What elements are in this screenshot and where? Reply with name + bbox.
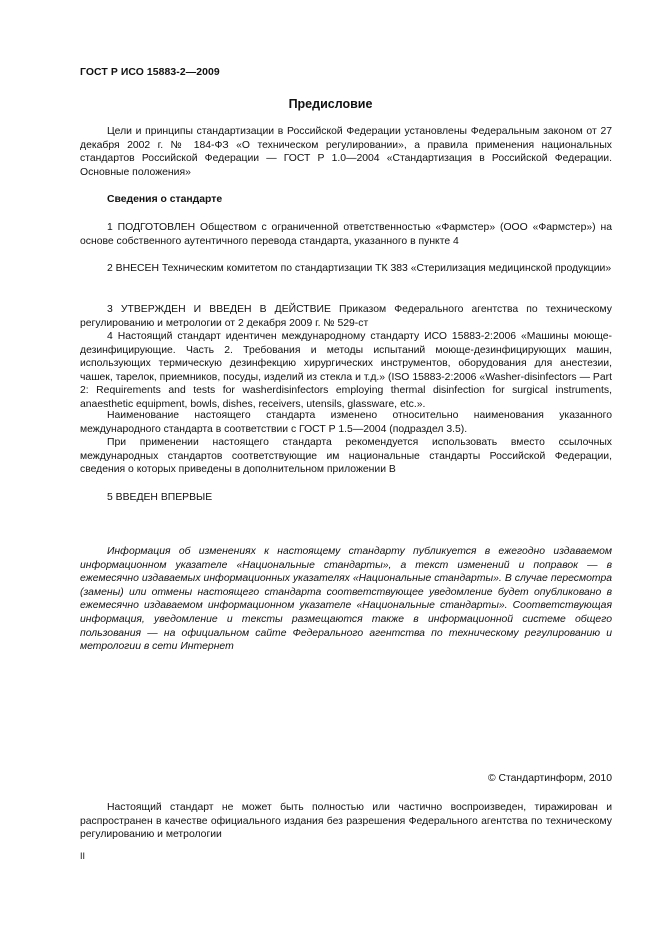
item-4-paragraph: 4 Настоящий стандарт идентичен международному стандарту ИСО 15883-2:2006 «Машины моюще-дезинфицирующие. Часть 2. Требования и методы испытаний моюще-дезинфицирующих машин, использующих термическую дезинфекцию хирургических инструментов, оборудования для анестезии, чашек, тарелок, приемников, посуды, изделий из стекла и т.д.» (ISO 15883-2:2006 «Washer-disinfectors — Part 2: Requirements and tests for washerdisinfectors employing thermal disinfection for surgical instruments, anaesthetic equipment, bowls, dishes, receivers, utensils, glassware, etc.». <box>80 331 612 410</box>
copyright-line: © Стандартинформ, 2010 <box>487 773 612 784</box>
document-header: ГОСТ Р ИСО 15883-2—2009 <box>80 67 220 78</box>
item-1-paragraph: 1 ПОДГОТОВЛЕН Обществом с ограниченной ответственностью «Фармстер» (ООО «Фармстер») на основе собственного аутентичного перевода стандарта, указанного в пункте 4 <box>80 222 612 247</box>
item-4-name-change-paragraph: Наименование настоящего стандарта изменено относительно наименования указанного международного стандарта в соответствии с ГОСТ Р 1.5—2004 (подраздел 3.5). <box>80 410 612 435</box>
intro-paragraph: Цели и принципы стандартизации в Российской Федерации установлены Федеральным законом от 27 декабря 2002 г. № 184-ФЗ «О техническом регулировании», а правила применения национальных стандартов Российской Федерации — ГОСТ Р 1.0—2004 «Стандартизация в Российской Федерации. Основные положения» <box>80 126 612 178</box>
item-2-paragraph: 2 ВНЕСЕН Техническим комитетом по стандартизации ТК 383 «Стерилизация медицинской продукции» <box>107 263 612 274</box>
info-notice-paragraph: Информация об изменениях к настоящему стандарту публикуется в ежегодно издаваемом информационном указателе «Национальные стандарты», а текст изменений и поправок — в ежемесячно издаваемых информационных указателях «Национальные стандарты». В случае пересмотра (замены) или отмены настоящего стандарта соответствующее уведомление будет опубликовано в ежемесячно издаваемом информационном указателе «Национальные стандарты». Соответствующая информация, уведомление и тексты размещаются также в информационной системе общего пользования — на официальном сайте Федерального агентства по техническому регулированию и метрологии в сети Интернет <box>80 546 612 653</box>
standard-info-subheading: Сведения о стандарте <box>107 194 223 205</box>
page-number: II <box>80 851 86 861</box>
reproduction-notice-paragraph: Настоящий стандарт не может быть полностью или частично воспроизведен, тиражирован и распространен в качестве официального издания без разрешения Федерального агентства по техническому регулированию и метрологии <box>80 802 612 841</box>
page-title: Предисловие <box>288 97 373 111</box>
item-3-paragraph: 3 УТВЕРЖДЕН И ВВЕДЕН В ДЕЙСТВИЕ Приказом Федерального агентства по техническому регулированию и метрологии от 2 декабря 2009 г. № 529-ст <box>80 304 612 329</box>
item-5-paragraph: 5 ВВЕДЕН ВПЕРВЫЕ <box>107 492 213 503</box>
item-4-references-paragraph: При применении настоящего стандарта рекомендуется использовать вместо ссылочных международных стандартов соответствующие им национальные стандарты Российской Федерации, сведения о которых приведены в дополнительном приложении В <box>80 437 612 476</box>
